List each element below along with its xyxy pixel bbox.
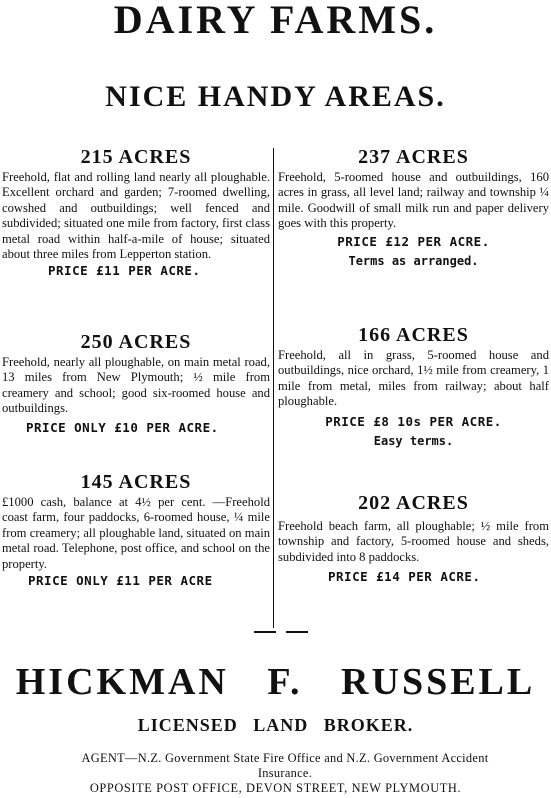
listing-price: PRICE £12 PER ACRE.	[337, 233, 490, 249]
listing-terms: Terms as arranged.	[348, 253, 479, 268]
listing-237-acres	[278, 146, 549, 268]
listing-215-acres	[2, 146, 270, 278]
column-divider	[273, 148, 274, 628]
address-line: OPPOSITE POST OFFICE, DEVON STREET, NEW PLYMOUTH.	[89, 781, 462, 795]
agency-line: AGENT—N.Z. Government State Fire Office and N.Z. Government Accident Insurance.	[81, 751, 489, 780]
agent-title: LICENSED LAND BROKER.	[137, 715, 414, 735]
listing-202-acres	[278, 492, 549, 584]
listing-description: Freehold, flat and rolling land nearly all ploughable. Excellent orchard and garden; 7-roomed dwelling, cowshed and outbuildings; well fenced and subdivided; situated one mile from factory, first class metal road within half-a-mile of house; situated about three miles from Lepperton station.	[2, 170, 270, 262]
listing-acres-heading: 145 ACRES	[80, 471, 192, 493]
listing-acres-heading: 166 ACRES	[358, 324, 469, 346]
agent-name: HICKMAN F. RUSSELL	[15, 661, 536, 703]
listing-description: Freehold, all in grass, 5-roomed house and outbuildings, nice orchard, 1½ mile from creamery, 1 mile from metal, miles from railway; about half ploughable.	[278, 348, 549, 409]
listing-acres-heading: 250 ACRES	[80, 331, 192, 353]
listing-145-acres	[2, 471, 270, 588]
listing-acres-heading: 237 ACRES	[358, 146, 469, 168]
listing-acres-heading: 202 ACRES	[358, 492, 469, 514]
listing-price: PRICE £8 10s PER ACRE.	[325, 413, 502, 429]
listing-acres-heading: 215 ACRES	[80, 146, 192, 168]
listing-166-acres	[278, 324, 549, 448]
listing-price: PRICE £14 PER ACRE.	[328, 569, 481, 585]
listing-description: £1000 cash, balance at 4½ per cent. —Freehold coast farm, four paddocks, 6-roomed house, ¼ mile from creamery; all ploughable land, situated on main metal road. Telephone, post office, and school on the property.	[2, 495, 270, 571]
listing-description: Freehold, 5-roomed house and outbuildings, 160 acres in grass, all level land; railway and township ¼ mile. Goodwill of small milk run and paper delivery goes with this property.	[278, 170, 549, 231]
separator-rule-left	[254, 631, 276, 633]
separator-rule-right	[286, 631, 308, 633]
listing-price: PRICE £11 PER ACRE.	[48, 263, 201, 279]
page-subtitle: NICE HANDY AREAS.	[105, 80, 446, 113]
listing-250-acres	[2, 331, 270, 435]
page-title: DAIRY FARMS.	[113, 0, 438, 42]
listing-description: Freehold, nearly all ploughable, on main metal road, 13 miles from New Plymouth; ½ mile from creamery and school; good six-roomed house and outbuildings.	[2, 355, 270, 416]
listing-terms: Easy terms.	[373, 433, 454, 448]
listing-description: Freehold beach farm, all ploughable; ½ mile from township and factory, 5-roomed house and sheds, subdivided into 8 paddocks.	[278, 519, 549, 564]
listing-price: PRICE ONLY £10 PER ACRE.	[26, 419, 219, 435]
listing-price: PRICE ONLY £11 PER ACRE	[28, 573, 213, 589]
